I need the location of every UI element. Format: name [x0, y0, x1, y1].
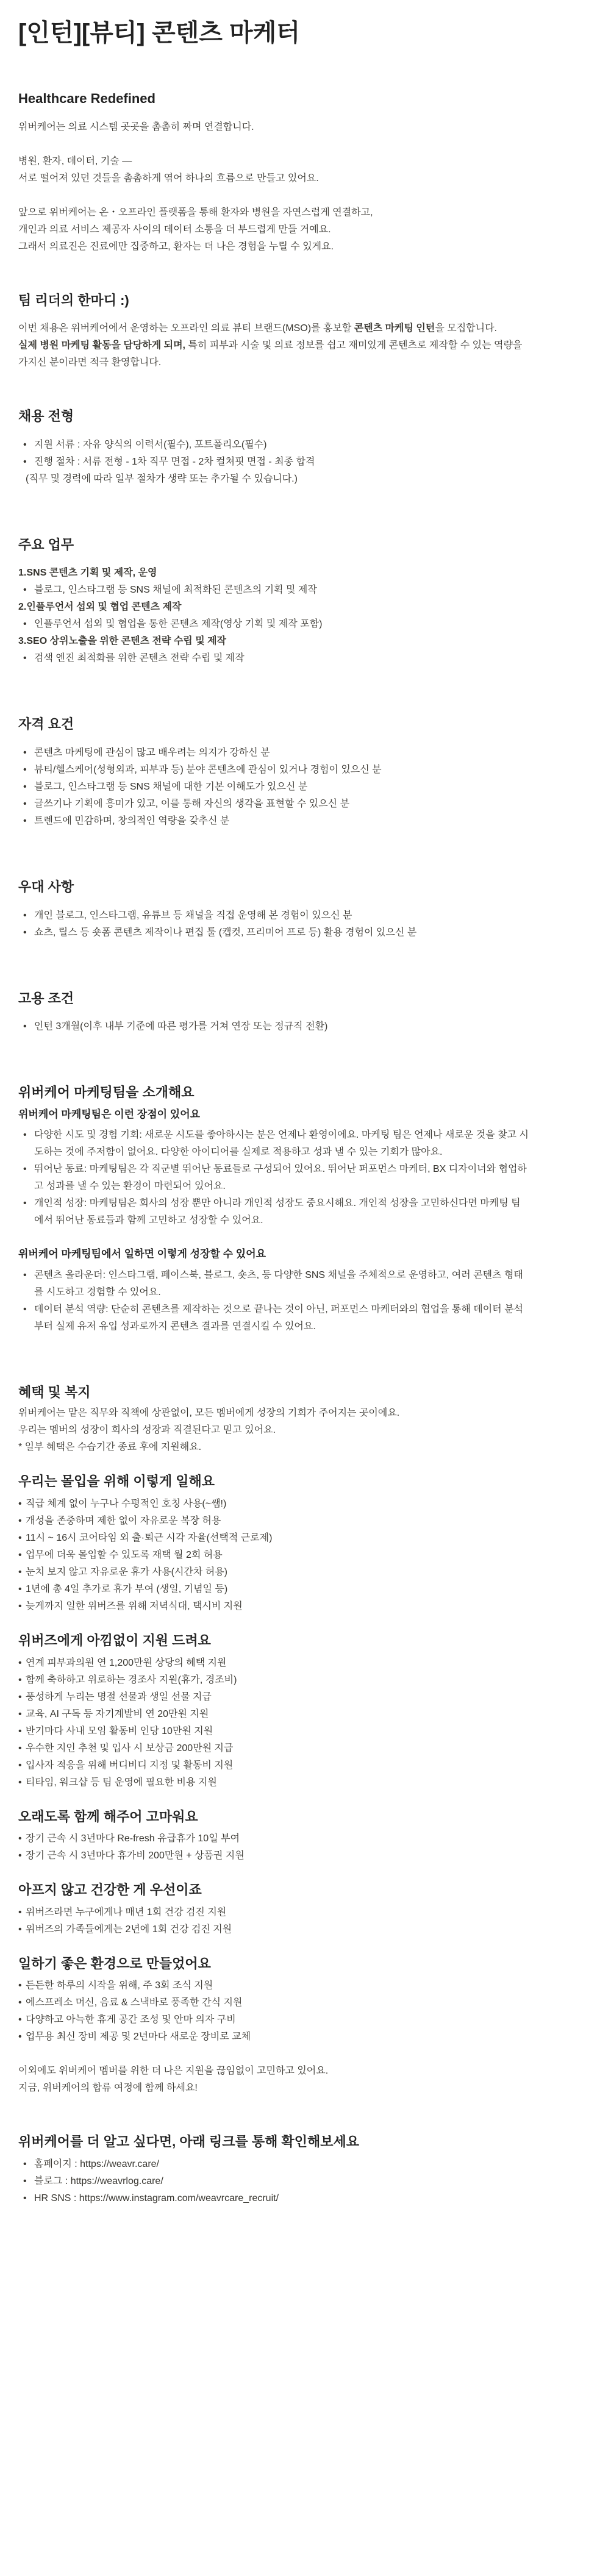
benefit-group-title: 위버즈에게 아낌없이 지원 드려요: [18, 1632, 211, 1648]
qualifications-list: [18, 744, 593, 830]
leader-heading: 팀 리더의 한마디 :): [18, 292, 129, 308]
benefit-group-title: 우리는 몰입을 위해 이렇게 일해요: [18, 1474, 215, 1490]
list-item: • 든든한 하루의 시작을 위해, 주 3회 조식 지원: [26, 1977, 593, 1994]
intro-text: 그래서 의료진은 진료에만 집중하고, 환자는 더 나은 경험을 누릴 수 있게요.: [18, 241, 334, 252]
duty-title: 1.SNS 콘텐츠 기획 및 제작, 운영: [18, 568, 157, 579]
preferred-section: [18, 879, 593, 941]
benefit-group-title: 오래도록 함께 해주어 고마워요: [18, 1808, 198, 1824]
team-subheading: 위버케어 마케팅팀은 이런 장점이 있어요: [18, 1108, 201, 1120]
benefits-text: 우리는 멤버의 성장이 회사의 성장과 직결된다고 믿고 있어요.: [18, 1425, 276, 1436]
list-item: • 진행 절차 : 서류 전형 - 1차 직무 면접 - 2차 컬쳐핏 면접 - 최종 합격: [34, 454, 593, 471]
team-section: [18, 1084, 593, 1335]
hr-sns-link[interactable]: • HR SNS : https://www.instagram.com/weavrcare_recruit/: [34, 2190, 593, 2207]
list-item: • 뷰티/헬스케어(성형외과, 피부과 등) 분야 콘텐츠에 관심이 있거나 경험이 있으신 분: [34, 762, 593, 779]
list-item: • 블로그, 인스타그램 등 SNS 채널에 대한 기본 이해도가 있으신 분: [34, 779, 593, 796]
list-item: • 데이터 분석 역량: 단순히 콘텐츠를 제작하는 것으로 끝나는 것이 아닌, 퍼포먼스 마케터와의 협업을 통해 데이터 분석 부터 실제 유저 유입 성과로까지 콘텐츠 결과를 연결시킬 수 있어요.: [34, 1301, 593, 1335]
list-item: • 뛰어난 동료: 마케팅팀은 각 직군별 뛰어난 동료들로 구성되어 있어요. 뛰어난 퍼포먼스 마케터, BX 디자이너와 협업하 고 성과를 낼 수 있는 환경이 마련되어 있어요.: [34, 1161, 593, 1195]
intro-text: 서로 떨어져 있던 것들을 촘촘하게 엮어 하나의 흐름으로 만들고 있어요.: [18, 173, 319, 184]
list-item: • 다양한 시도 및 경험 기회: 새로운 시도를 좋아하시는 분은 언제나 환영이에요. 마케팅 팀은 언제나 새로운 것을 찾고 시 도하는 것에 주저함이 없어요. 다양한 아이디어를 실제로 적용하고 성과 낼 수 있는 기회가 많아요.: [34, 1127, 593, 1161]
benefit-list: [18, 1830, 593, 1864]
list-item: • 콘텐츠 올라운더: 인스타그램, 페이스북, 블로그, 숏츠, 등 다양한 SNS 채널을 주체적으로 운영하고, 여러 콘텐츠 형태 를 시도하고 경험할 수 있어요.: [34, 1267, 593, 1301]
benefit-list: [18, 1904, 593, 1938]
team-heading: 위버케어 마케팅팀을 소개해요: [18, 1085, 195, 1101]
intro-text: 위버케어는 의료 시스템 곳곳을 촘촘히 짜며 연결합니다.: [18, 121, 254, 132]
benefits-note: * 일부 혜택은 수습기간 종료 후에 지원해요.: [18, 1442, 202, 1453]
duty-list: [18, 616, 593, 633]
duty-title: 3.SEO 상위노출을 위한 콘텐츠 전략 수립 및 제작: [18, 636, 227, 647]
team-growth-list: [18, 1267, 593, 1335]
list-item: • 업무용 최신 장비 제공 및 2년마다 새로운 장비로 교체: [26, 2028, 593, 2046]
list-item: • 글쓰기나 기획에 흥미가 있고, 이를 통해 자신의 생각을 표현할 수 있으신 분: [34, 796, 593, 813]
benefits-closing: 지금, 위버케어의 합류 여정에 함께 하세요!: [18, 2083, 198, 2094]
list-item: • 교육, AI 구독 등 자기계발비 연 20만원 지원: [26, 1706, 593, 1723]
benefit-list: [18, 1655, 593, 1791]
links-heading: 위버케어를 더 알고 싶다면, 아래 링크를 통해 확인해보세요: [18, 2134, 359, 2150]
list-item: • 다양하고 아늑한 휴게 공간 조성 및 안마 의자 구비: [26, 2011, 593, 2028]
preferred-list: [18, 907, 593, 941]
list-item: • 입사자 적응을 위해 버디비디 지정 및 활동비 지원: [26, 1757, 593, 1774]
list-item: • 11시 ~ 16시 코어타임 외 출·퇴근 시각 자율(선택적 근로제): [26, 1530, 593, 1547]
list-item: • 장기 근속 시 3년마다 휴가비 200만원 + 상품권 지원: [26, 1847, 593, 1864]
list-item: • 인플루언서 섭외 및 협업을 통한 콘텐츠 제작(영상 기획 및 제작 포함): [34, 616, 593, 633]
page-title: [인턴][뷰티] 콘텐츠 마케터: [18, 20, 300, 46]
employment-section: [18, 990, 593, 1036]
benefit-list: [18, 1977, 593, 2046]
process-section: [18, 408, 593, 488]
qualifications-section: [18, 716, 593, 830]
list-item: • 인턴 3개월(이후 내부 기준에 따른 평가를 거쳐 연장 또는 정규직 전환): [34, 1018, 593, 1035]
list-item: • 눈치 보지 않고 자유로운 휴가 사용(시간차 허용): [26, 1564, 593, 1581]
list-item: • 쇼츠, 릴스 등 숏폼 콘텐츠 제작이나 편집 툴 (캡컷, 프리미어 프로 등) 활용 경험이 있으신 분: [34, 924, 593, 941]
homepage-link[interactable]: • 홈페이지 : https://weavr.care/: [34, 2156, 593, 2173]
employment-heading: 고용 조건: [18, 990, 74, 1006]
duty-list: [18, 582, 593, 599]
list-item: • 연계 피부과의원 연 1,200만원 상당의 혜택 지원: [26, 1655, 593, 1672]
preferred-heading: 우대 사항: [18, 879, 74, 894]
list-item: • 우수한 지인 추천 및 입사 시 보상금 200만원 지급: [26, 1740, 593, 1757]
intro-text: 앞으로 위버케어는 온・오프라인 플랫폼을 통해 환자와 병원을 자연스럽게 연결하고,: [18, 207, 373, 218]
benefit-list: [18, 1496, 593, 1615]
leader-text: 가지신 분이라면 적극 환영합니다.: [18, 357, 162, 368]
process-note: (직무 및 경력에 따라 일부 절차가 생략 또는 추가될 수 있습니다.): [26, 473, 298, 484]
list-item: • 개성을 존중하며 제한 없이 자유로운 복장 허용: [26, 1513, 593, 1530]
list-item: • 위버즈의 가족들에게는 2년에 1회 건강 검진 지원: [26, 1921, 593, 1938]
intro-text: 병원, 환자, 데이터, 기술 —: [18, 155, 132, 166]
list-item: • 검색 엔진 최적화를 위한 콘텐츠 전략 수립 및 제작: [34, 650, 593, 667]
list-item: • 개인 블로그, 인스타그램, 유튜브 등 채널을 직접 운영해 본 경험이 있으신 분: [34, 907, 593, 924]
list-item: • 개인적 성장: 마케팅팀은 회사의 성장 뿐만 아니라 개인적 성장도 중요시해요. 개인적 성장을 고민하신다면 마케팅 팀 에서 뛰어난 동료들과 함께 고민하고 성장할 수 있어요.: [34, 1195, 593, 1229]
team-strengths-list: [18, 1127, 593, 1229]
intro-section: [18, 90, 593, 255]
qualifications-heading: 자격 요건: [18, 716, 74, 732]
list-item: • 반기마다 사내 모임 활동비 인당 10만원 지원: [26, 1723, 593, 1740]
list-item: • 늦게까지 일한 위버즈를 위해 저녁식대, 택시비 지원: [26, 1598, 593, 1615]
team-subheading: 위버케어 마케팅팀에서 일하면 이렇게 성장할 수 있어요: [18, 1248, 266, 1260]
list-item: • 직급 체계 없이 누구나 수평적인 호칭 사용(~쌤!): [26, 1496, 593, 1513]
list-item: • 1년에 총 4일 추가로 휴가 부여 (생일, 기념일 등): [26, 1581, 593, 1598]
list-item: • 장기 근속 시 3년마다 Re-fresh 유급휴가 10일 부여: [26, 1830, 593, 1847]
duties-section: [18, 537, 593, 668]
list-item: • 풍성하게 누리는 명절 선물과 생일 선물 지급: [26, 1689, 593, 1706]
benefits-text: 위버케어는 맡은 직무와 직책에 상관없이, 모든 멤버에게 성장의 기회가 주어지는 곳이에요.: [18, 1408, 400, 1419]
intro-heading: Healthcare Redefined: [18, 91, 155, 106]
benefit-group-title: 일하기 좋은 환경으로 만들었어요: [18, 1955, 211, 1971]
blog-link[interactable]: • 블로그 : https://weavrlog.care/: [34, 2173, 593, 2190]
leader-text: 실제 병원 마케팅 활동을 담당하게 되며, 특히 피부과 시술 및 의료 정보를 쉽고 재미있게 콘텐츠로 제작할 수 있는 역량을: [18, 340, 523, 351]
benefits-heading: 혜택 및 복지: [18, 1384, 91, 1400]
list-item: • 에스프레소 머신, 음료 & 스낵바로 풍족한 간식 지원: [26, 1994, 593, 2011]
list-item: • 함께 축하하고 위로하는 경조사 지원(휴가, 경조비): [26, 1672, 593, 1689]
leader-section: [18, 292, 593, 372]
benefits-section: [18, 1384, 593, 2097]
intro-text: 개인과 의료 서비스 제공자 사이의 데이터 소통을 더 부드럽게 만들 거예요.: [18, 224, 331, 235]
list-item: • 콘텐츠 마케팅에 관심이 많고 배우려는 의지가 강하신 분: [34, 744, 593, 762]
list-item: • 업무에 더욱 몰입할 수 있도록 재택 월 2회 허용: [26, 1547, 593, 1564]
links-section: [18, 2133, 593, 2207]
duties-heading: 주요 업무: [18, 537, 74, 552]
list-item: • 티타임, 워크샵 등 팀 운영에 필요한 비용 지원: [26, 1774, 593, 1791]
benefits-closing: 이외에도 위버케어 멤버를 위한 더 나은 지원을 끊임없이 고민하고 있어요.: [18, 2066, 329, 2077]
duty-list: [18, 650, 593, 667]
leader-text: 이번 채용은 위버케어에서 운영하는 오프라인 의료 뷰티 브랜드(MSO)를 홍보할 콘텐츠 마케팅 인턴을 모집합니다.: [18, 323, 497, 334]
process-list: [18, 437, 593, 471]
duty-title: 2.인플루언서 섭외 및 협업 콘텐츠 제작: [18, 602, 182, 613]
benefit-group-title: 아프지 않고 건강한 게 우선이죠: [18, 1882, 202, 1898]
employment-list: [18, 1018, 593, 1035]
list-item: • 트렌드에 민감하며, 창의적인 역량을 갖추신 분: [34, 813, 593, 830]
process-heading: 채용 전형: [18, 409, 74, 424]
list-item: • 위버즈라면 누구에게나 매년 1회 건강 검진 지원: [26, 1904, 593, 1921]
list-item: • 지원 서류 : 자유 양식의 이력서(필수), 포트폴리오(필수): [34, 437, 593, 454]
links-list: [18, 2156, 593, 2207]
list-item: • 블로그, 인스타그램 등 SNS 채널에 최적화된 콘텐츠의 기획 및 제작: [34, 582, 593, 599]
